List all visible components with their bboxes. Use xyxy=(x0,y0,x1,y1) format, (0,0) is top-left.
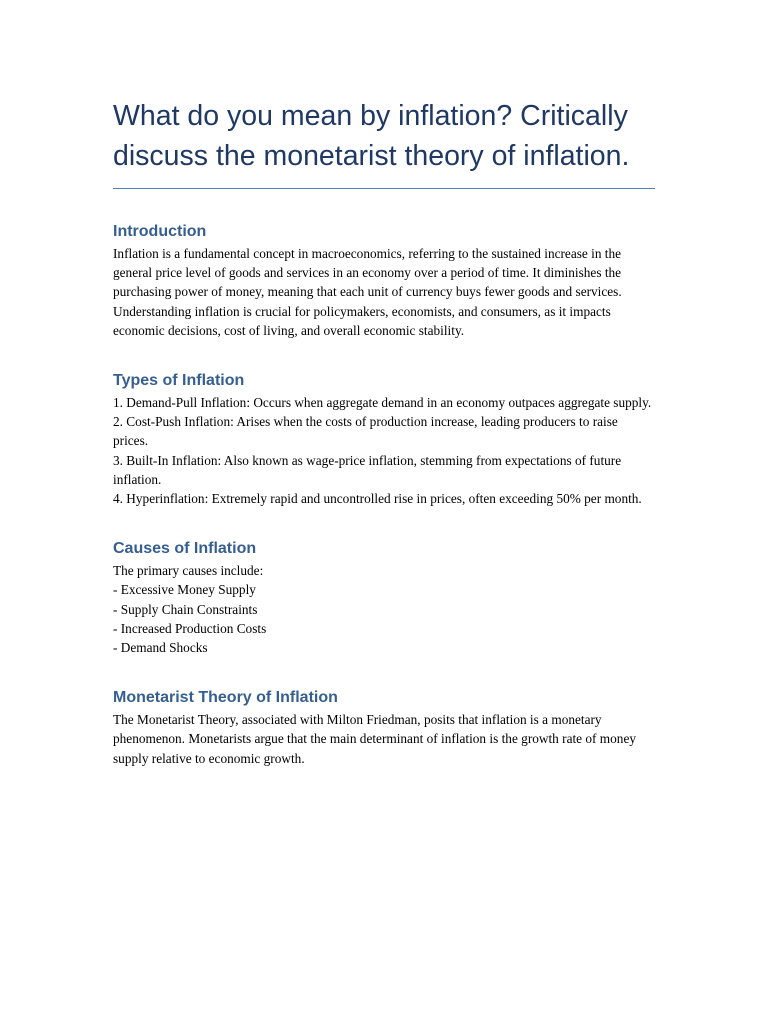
list-item: - Excessive Money Supply xyxy=(113,582,256,598)
list-item: 3. Built-In Inflation: Also known as wage-price inflation, stemming from expectations of future inflation. xyxy=(113,452,622,487)
monetarist-paragraph: The Monetarist Theory, associated with Milton Friedman, posits that inflation is a monetary phenomenon. Monetarists argue that the main determinant of inflation is the growth rate of money supply relative to economic growth. xyxy=(113,712,636,766)
section-heading-types: Types of Inflation xyxy=(113,372,245,390)
list-item: - Demand Shocks xyxy=(113,640,208,656)
causes-intro-text: The primary causes include: xyxy=(113,563,264,579)
title-underline-divider xyxy=(113,188,655,189)
list-item: 1. Demand-Pull Inflation: Occurs when aggregate demand in an economy outpaces aggregate supply. xyxy=(113,395,652,411)
list-item: - Supply Chain Constraints xyxy=(113,601,258,617)
types-list xyxy=(113,393,655,508)
section-heading-introduction: Introduction xyxy=(113,223,207,240)
section-heading-causes: Causes of Inflation xyxy=(113,540,257,558)
list-item: 4. Hyperinflation: Extremely rapid and uncontrolled rise in prices, often exceeding 50% per month. xyxy=(113,491,642,507)
document-title: What do you mean by inflation? Critically discuss the monetarist theory of inflation. xyxy=(113,100,630,172)
introduction-paragraph: Inflation is a fundamental concept in macroeconomics, referring to the sustained increase in the general price level of goods and services in an economy over a period of time. It diminishes the purchasing power of money, meaning that each unit of currency buys fewer goods and services. Understanding inflation is crucial for policymakers, economists, and consumers, as it impacts economic decisions, cost of living, and overall economic stability. xyxy=(113,246,622,338)
section-introduction xyxy=(113,222,655,340)
causes-list xyxy=(113,580,655,657)
list-item: 2. Cost-Push Inflation: Arises when the costs of production increase, leading producers to raise prices. xyxy=(113,414,618,449)
section-monetarist-theory xyxy=(113,688,655,768)
document-page xyxy=(113,96,655,768)
section-causes-of-inflation xyxy=(113,539,655,657)
list-item: - Increased Production Costs xyxy=(113,620,267,636)
section-heading-monetarist: Monetarist Theory of Inflation xyxy=(113,689,338,707)
section-types-of-inflation xyxy=(113,371,655,508)
